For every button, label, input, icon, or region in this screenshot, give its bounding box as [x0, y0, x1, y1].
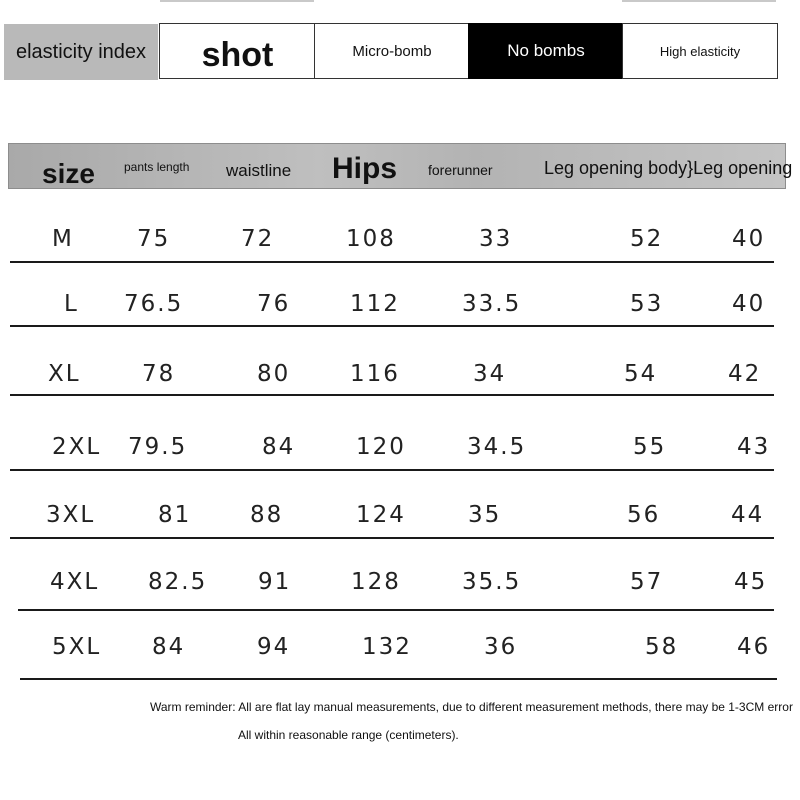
row-m-length: 75	[137, 226, 171, 252]
row-divider	[10, 325, 774, 327]
row-xl-waist: 80	[257, 361, 291, 387]
row-xl-leg-body: 54	[624, 361, 658, 387]
header-pants-length: pants length	[124, 160, 190, 174]
header-leg-opening: Leg opening body}Leg opening	[544, 158, 793, 178]
row-divider	[10, 261, 774, 263]
row-xl-forerunner: 34	[473, 361, 507, 387]
row-3xl-leg-body: 56	[627, 502, 661, 528]
row-3xl-hips: 124	[356, 502, 406, 528]
elasticity-option-no-bombs: No bombs	[468, 23, 624, 79]
row-4xl-length: 82.5	[148, 569, 208, 595]
row-5xl-forerunner: 36	[484, 634, 518, 660]
row-2xl-leg-body: 55	[633, 434, 667, 460]
row-2xl-hips: 120	[356, 434, 406, 460]
row-2xl-forerunner: 34.5	[467, 434, 527, 460]
row-m-forerunner: 33	[479, 226, 513, 252]
row-3xl-leg-opening: 44	[731, 502, 765, 528]
elasticity-option-micro-bomb: Micro-bomb	[314, 23, 470, 79]
header-size: size	[42, 158, 95, 189]
row-m-leg-opening: 40	[732, 226, 766, 252]
row-4xl-waist: 91	[258, 569, 292, 595]
measurement-units-note: All within reasonable range (centimeters).	[238, 728, 459, 742]
elasticity-option-shot: shot	[159, 23, 316, 79]
row-divider	[18, 609, 774, 611]
top-divider-left	[160, 0, 314, 2]
row-4xl-leg-body: 57	[630, 569, 664, 595]
row-5xl-waist: 94	[257, 634, 291, 660]
row-5xl-size: 5XL	[52, 634, 102, 660]
header-forerunner: forerunner	[428, 162, 493, 178]
row-m-hips: 108	[346, 226, 396, 252]
row-l-waist: 76	[257, 291, 291, 317]
row-5xl-length: 84	[152, 634, 186, 660]
row-divider	[20, 678, 777, 680]
row-m-leg-body: 52	[630, 226, 664, 252]
row-5xl-leg-opening: 46	[737, 634, 771, 660]
row-xl-length: 78	[142, 361, 176, 387]
row-l-forerunner: 33.5	[462, 291, 522, 317]
row-4xl-leg-opening: 45	[734, 569, 768, 595]
row-5xl-leg-body: 58	[645, 634, 679, 660]
elasticity-option-high-elasticity: High elasticity	[622, 23, 778, 79]
row-xl-size: XL	[48, 361, 81, 387]
row-l-leg-opening: 40	[732, 291, 766, 317]
row-5xl-hips: 132	[362, 634, 412, 660]
row-xl-hips: 116	[350, 361, 400, 387]
row-divider	[10, 469, 774, 471]
row-2xl-length: 79.5	[128, 434, 188, 460]
elasticity-index-label: elasticity index	[4, 24, 158, 80]
row-4xl-size: 4XL	[50, 569, 100, 595]
row-l-hips: 112	[350, 291, 400, 317]
row-l-leg-body: 53	[630, 291, 664, 317]
row-2xl-leg-opening: 43	[737, 434, 771, 460]
row-3xl-size: 3XL	[46, 502, 96, 528]
row-3xl-forerunner: 35	[468, 502, 502, 528]
row-divider	[10, 394, 774, 396]
header-waistline: waistline	[226, 161, 292, 180]
row-m-waist: 72	[241, 226, 275, 252]
measurement-reminder: Warm reminder: All are flat lay manual measurements, due to different measurement methods, there may be 1-3CM error	[150, 700, 793, 714]
top-divider-right	[622, 0, 776, 2]
header-hips: Hips	[332, 152, 398, 185]
row-3xl-waist: 88	[250, 502, 284, 528]
row-l-length: 76.5	[124, 291, 184, 317]
row-4xl-hips: 128	[351, 569, 401, 595]
row-4xl-forerunner: 35.5	[462, 569, 522, 595]
row-m-size: M	[52, 226, 74, 252]
row-xl-leg-opening: 42	[728, 361, 762, 387]
row-2xl-size: 2XL	[52, 434, 102, 460]
row-l-size: L	[64, 291, 79, 317]
row-3xl-length: 81	[158, 502, 192, 528]
row-2xl-waist: 84	[262, 434, 296, 460]
row-divider	[10, 537, 774, 539]
